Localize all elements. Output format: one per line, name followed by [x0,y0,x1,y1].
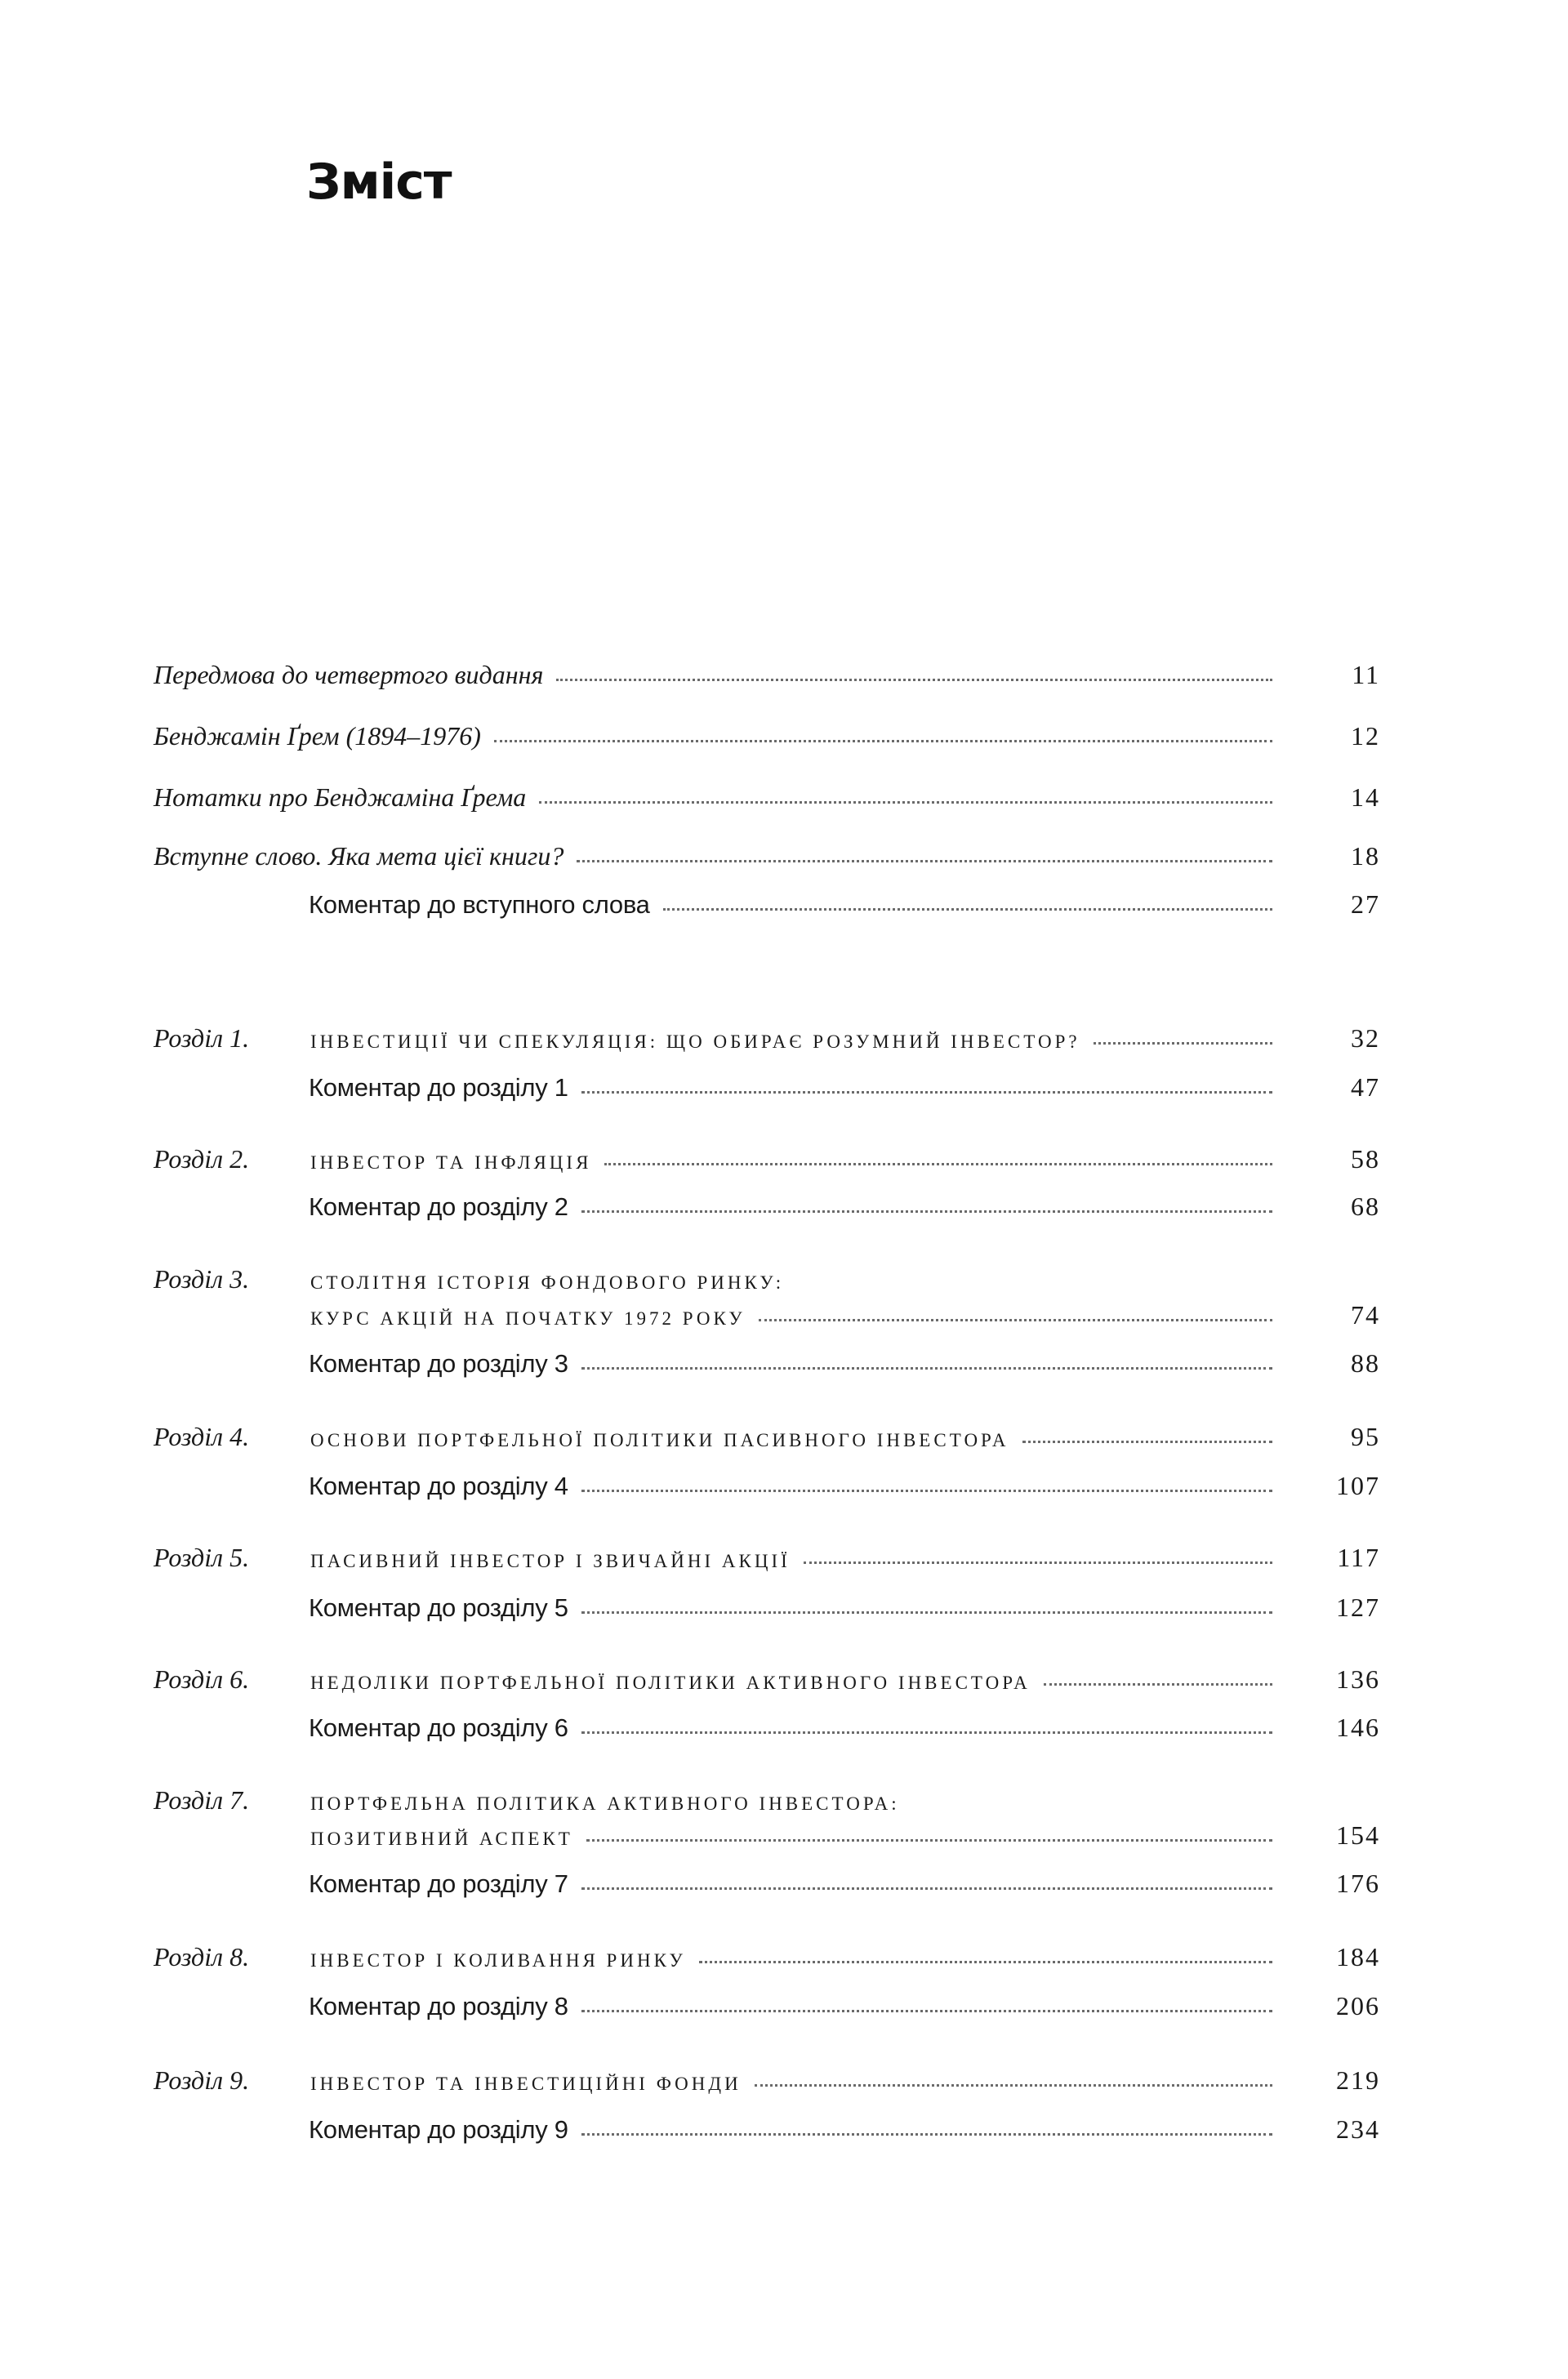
chapter-label: Розділ 6. [154,1664,250,1694]
toc-entry-introduction-comment[interactable] [0,868,1568,917]
comment-title: Коментар до розділу 3 [309,1349,568,1378]
comment-page: 146 [1336,1713,1380,1742]
toc-entry-comment-4[interactable] [0,1450,1568,1499]
chapter-title: ПОРТФЕЛЬНА ПОЛІТИКА АКТИВНОГО ІНВЕСТОРА: [310,1793,900,1814]
entry-title: Передмова до четвертого видання [154,660,544,689]
dot-leader [1094,1042,1272,1045]
entry-page: 14 [1351,782,1380,812]
comment-title: Коментар до розділу 4 [309,1472,568,1500]
chapter-title: ОСНОВИ ПОРТФЕЛЬНОЇ ПОЛІТИКИ ПАСИВНОГО ІНВЕСТОРА [310,1430,1009,1450]
dot-leader [581,2133,1272,2136]
toc-entry-comment-1[interactable] [0,1051,1568,1100]
dot-leader [581,1887,1272,1890]
toc-entry-chapter-9[interactable] [0,2044,1568,2093]
chapter-title: НЕДОЛІКИ ПОРТФЕЛЬНОЇ ПОЛІТИКИ АКТИВНОГО ІНВЕСТОРА [310,1673,1031,1693]
chapter-label: Розділ 5. [154,1543,250,1572]
dot-leader [581,1490,1272,1492]
comment-title: Коментар до розділу 8 [309,1992,568,2020]
toc-entry-comment-9[interactable] [0,2093,1568,2142]
toc-entry-chapter-2[interactable] [0,1123,1568,1172]
dot-leader [556,679,1272,681]
dot-leader [581,2010,1272,2012]
chapter-label: Розділ 9. [154,2065,250,2095]
comment-page: 127 [1336,1593,1380,1622]
comment-title: Коментар до розділу 1 [309,1073,568,1102]
chapter-title-line-2: ПОЗИТИВНИЙ АСПЕКТ [310,1829,573,1849]
comment-title: Коментар до розділу 7 [309,1869,568,1898]
toc-entry-foreword[interactable] [0,639,1568,688]
chapter-title: ПАСИВНИЙ ІНВЕСТОР І ЗВИЧАЙНІ АКЦІЇ [310,1551,791,1571]
comment-page: 234 [1336,2114,1380,2144]
entry-page: 18 [1351,841,1380,871]
chapter-title: ІНВЕСТОР ТА ІНФЛЯЦІЯ [310,1152,592,1173]
toc-entry-comment-5[interactable] [0,1571,1568,1620]
comment-page: 206 [1336,1991,1380,2020]
chapter-page: 184 [1336,1942,1380,1971]
entry-page: 27 [1351,889,1380,919]
entry-page: 11 [1352,660,1380,689]
dot-leader [577,860,1272,862]
entry-title: Нотатки про Бенджаміна Ґрема [154,782,527,812]
dot-leader [804,1561,1272,1564]
toc-entry-chapter-6[interactable] [0,1643,1568,1692]
chapter-label: Розділ 1. [154,1023,250,1053]
toc-entry-comment-6[interactable] [0,1691,1568,1740]
comment-title: Коментар до розділу 6 [309,1713,568,1742]
chapter-page: 219 [1336,2065,1380,2095]
dot-leader [581,1367,1272,1370]
chapter-page: 74 [1351,1300,1380,1330]
chapter-title-line-2: КУРС АКЦІЙ НА ПОЧАТКУ 1972 РОКУ [310,1308,746,1329]
dot-leader [539,801,1272,804]
comment-page: 107 [1336,1471,1380,1500]
comment-title: Коментар до розділу 9 [309,2115,568,2144]
entry-title: Бенджамін Ґрем (1894–1976) [154,721,481,751]
dot-leader [1022,1441,1272,1443]
toc-entry-chapter-1[interactable] [0,1002,1568,1051]
dot-leader [581,1611,1272,1614]
chapter-page: 58 [1351,1144,1380,1174]
page-title: Зміст [306,154,452,211]
chapter-page: 117 [1337,1543,1380,1572]
toc-entry-chapter-5[interactable] [0,1521,1568,1570]
comment-title: Коментар до розділу 2 [309,1192,568,1221]
toc-entry-comment-7[interactable] [0,1847,1568,1896]
dot-leader [663,908,1272,911]
chapter-label: Розділ 2. [154,1144,250,1174]
chapter-page: 154 [1336,1820,1380,1850]
dot-leader [699,1961,1272,1963]
toc-entry-comment-3[interactable] [0,1327,1568,1376]
dot-leader [586,1839,1272,1842]
toc-entry-comment-2[interactable] [0,1170,1568,1219]
comment-page: 47 [1351,1072,1380,1102]
dot-leader [755,2084,1272,2087]
dot-leader [1044,1683,1272,1686]
chapter-label: Розділ 7. [154,1785,250,1815]
chapter-page: 32 [1351,1023,1380,1053]
comment-page: 176 [1336,1869,1380,1898]
dot-leader [759,1319,1272,1321]
toc-entry-introduction[interactable] [0,820,1568,869]
dot-leader [581,1091,1272,1094]
comment-page: 88 [1351,1348,1380,1378]
toc-entry-chapter-8[interactable] [0,1921,1568,1970]
comment-title: Коментар до розділу 5 [309,1593,568,1622]
entry-title: Коментар до вступного слова [309,890,650,919]
chapter-label: Розділ 3. [154,1264,250,1294]
chapter-page: 95 [1351,1422,1380,1451]
comment-page: 68 [1351,1192,1380,1221]
chapter-label: Розділ 4. [154,1422,250,1451]
toc-entry-comment-8[interactable] [0,1970,1568,2019]
dot-leader [604,1163,1272,1165]
chapter-title: ІНВЕСТОР І КОЛИВАННЯ РИНКУ [310,1950,686,1971]
chapter-title: СТОЛІТНЯ ІСТОРІЯ ФОНДОВОГО РИНКУ: [310,1272,785,1293]
chapter-label: Розділ 8. [154,1942,250,1971]
dot-leader [581,1731,1272,1734]
dot-leader [581,1210,1272,1213]
toc-entry-chapter-3-line-2[interactable] [0,1279,1568,1328]
chapter-page: 136 [1336,1664,1380,1694]
toc-entry-notes[interactable] [0,761,1568,810]
dot-leader [494,740,1272,742]
entry-title: Вступне слово. Яка мета цієї книги? [154,841,564,871]
chapter-title: ІНВЕСТОР ТА ІНВЕСТИЦІЙНІ ФОНДИ [310,2074,742,2094]
toc-entry-biography[interactable] [0,700,1568,749]
toc-entry-chapter-7-line-2[interactable] [0,1799,1568,1848]
toc-entry-chapter-4[interactable] [0,1401,1568,1450]
entry-page: 12 [1351,721,1380,751]
chapter-title: ІНВЕСТИЦІЇ ЧИ СПЕКУЛЯЦІЯ: ЩО ОБИРАЄ РОЗУМНИЙ ІНВЕСТОР? [310,1031,1080,1052]
